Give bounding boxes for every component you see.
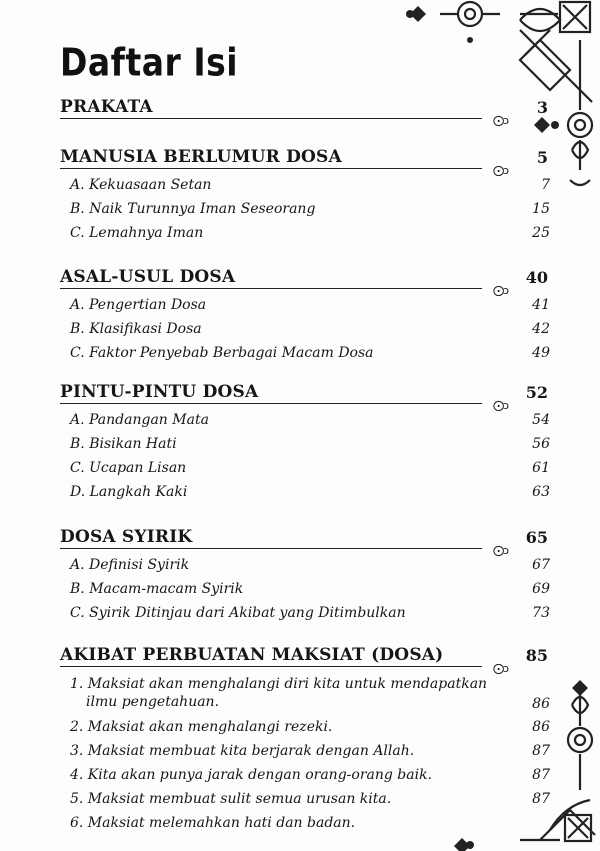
entry-page-number: 69 xyxy=(532,581,550,597)
entry-label: A. Definisi Syirik xyxy=(70,557,190,573)
entry-label: 6. Maksiat melemahkan hati dan badan. xyxy=(70,815,356,831)
entry-page-number: 63 xyxy=(532,484,550,500)
toc-entry[interactable] xyxy=(60,293,550,317)
toc-entry[interactable] xyxy=(60,197,550,221)
entry-label: 4. Kita akan punya jarak dengan orang-orang baik. xyxy=(70,767,433,783)
toc-section xyxy=(60,265,550,365)
section-heading[interactable] xyxy=(60,643,550,675)
entry-label: 3. Maksiat membuat kita berjarak dengan Allah. xyxy=(70,743,415,759)
entry-page-number: 86 xyxy=(532,696,550,712)
section-heading[interactable] xyxy=(60,95,550,127)
entry-page-number: 42 xyxy=(532,321,550,337)
section-title: PRAKATA xyxy=(60,97,153,117)
toc-entry[interactable] xyxy=(60,763,550,787)
toc-section xyxy=(60,525,550,625)
toc-entry[interactable] xyxy=(60,715,550,739)
entry-label: C. Ucapan Lisan xyxy=(70,460,187,476)
entry-page-number: 41 xyxy=(532,297,550,313)
section-heading[interactable] xyxy=(60,525,550,557)
toc-entry[interactable] xyxy=(60,408,550,432)
toc-section xyxy=(60,380,550,504)
entry-label: B. Macam-macam Syirik xyxy=(70,581,244,597)
entry-page-number: 87 xyxy=(532,791,550,807)
toc-entry[interactable] xyxy=(60,739,550,763)
entry-label: A. Pengertian Dosa xyxy=(70,297,207,313)
entry-label: 1. Maksiat akan menghalangi diri kita untuk mendapatkan ilmu pengetahuan. xyxy=(70,676,488,710)
curl-ornament-icon: ⨀ɔ xyxy=(492,399,508,412)
entry-label: C. Faktor Penyebab Berbagai Macam Dosa xyxy=(70,345,374,361)
section-page-number: 3 xyxy=(536,98,548,117)
toc-entry[interactable] xyxy=(60,173,550,197)
entry-page-number: 7 xyxy=(541,177,550,193)
toc-entry[interactable] xyxy=(60,221,550,245)
page-title: Daftar Isi xyxy=(60,40,239,85)
section-page-number: 52 xyxy=(525,383,548,402)
section-heading[interactable] xyxy=(60,145,550,177)
toc-entry[interactable] xyxy=(60,432,550,456)
toc-entry[interactable] xyxy=(60,811,550,835)
entry-page-number: 54 xyxy=(532,412,550,428)
entry-page-number: 86 xyxy=(532,719,550,735)
section-title: MANUSIA BERLUMUR DOSA xyxy=(60,147,342,167)
entry-label: 5. Maksiat membuat sulit semua urusan kita. xyxy=(70,791,392,807)
toc-entry[interactable] xyxy=(60,601,550,625)
section-title: ASAL-USUL DOSA xyxy=(60,267,236,287)
toc-entry[interactable] xyxy=(60,577,550,601)
curl-ornament-icon: ⨀ɔ xyxy=(492,164,508,177)
toc-entry[interactable] xyxy=(60,341,550,365)
toc-entry[interactable] xyxy=(60,787,550,811)
entry-page-number: 87 xyxy=(532,767,550,783)
entry-page-number: 67 xyxy=(532,557,550,573)
entry-page-number: 87 xyxy=(532,743,550,759)
toc-entry[interactable] xyxy=(60,480,550,504)
entry-label: C. Lemahnya Iman xyxy=(70,225,204,241)
entry-page-number: 73 xyxy=(532,605,550,621)
section-heading[interactable] xyxy=(60,265,550,297)
heading-rule xyxy=(60,666,482,667)
entry-label: A. Kekuasaan Setan xyxy=(70,177,212,193)
entry-label: B. Naik Turunnya Iman Seseorang xyxy=(70,201,316,217)
entry-label: B. Bisikan Hati xyxy=(70,436,177,452)
section-page-number: 65 xyxy=(525,528,548,547)
curl-ornament-icon: ⨀ɔ xyxy=(492,114,508,127)
heading-rule xyxy=(60,168,482,169)
toc-entry[interactable] xyxy=(60,456,550,480)
toc-section xyxy=(60,643,550,835)
entry-page-number: 15 xyxy=(532,201,550,217)
section-page-number: 5 xyxy=(536,148,548,167)
section-title: PINTU-PINTU DOSA xyxy=(60,382,259,402)
heading-rule xyxy=(60,548,482,549)
entry-page-number: 25 xyxy=(532,225,550,241)
entry-label: B. Klasifikasi Dosa xyxy=(70,321,202,337)
heading-rule xyxy=(60,288,482,289)
toc-section xyxy=(60,95,550,127)
toc-entry[interactable] xyxy=(60,317,550,341)
toc-section xyxy=(60,145,550,245)
entry-page-number: 49 xyxy=(532,345,550,361)
section-page-number: 85 xyxy=(525,646,548,665)
heading-rule xyxy=(60,403,482,404)
curl-ornament-icon: ⨀ɔ xyxy=(492,544,508,557)
entry-label: C. Syirik Ditinjau dari Akibat yang Ditimbulkan xyxy=(70,605,406,621)
curl-ornament-icon: ⨀ɔ xyxy=(492,662,508,675)
heading-rule xyxy=(60,118,482,119)
section-title: DOSA SYIRIK xyxy=(60,527,193,547)
entry-page-number: 61 xyxy=(532,460,550,476)
toc-entry[interactable] xyxy=(60,553,550,577)
section-heading[interactable] xyxy=(60,380,550,412)
entry-page-number: 56 xyxy=(532,436,550,452)
curl-ornament-icon: ⨀ɔ xyxy=(492,284,508,297)
toc-entry[interactable] xyxy=(60,671,550,715)
section-page-number: 40 xyxy=(525,268,548,287)
entry-label: D. Langkah Kaki xyxy=(70,484,188,500)
entry-label: A. Pandangan Mata xyxy=(70,412,209,428)
entry-label: 2. Maksiat akan menghalangi rezeki. xyxy=(70,719,333,735)
section-title: AKIBAT PERBUATAN MAKSIAT (DOSA) xyxy=(60,645,444,665)
